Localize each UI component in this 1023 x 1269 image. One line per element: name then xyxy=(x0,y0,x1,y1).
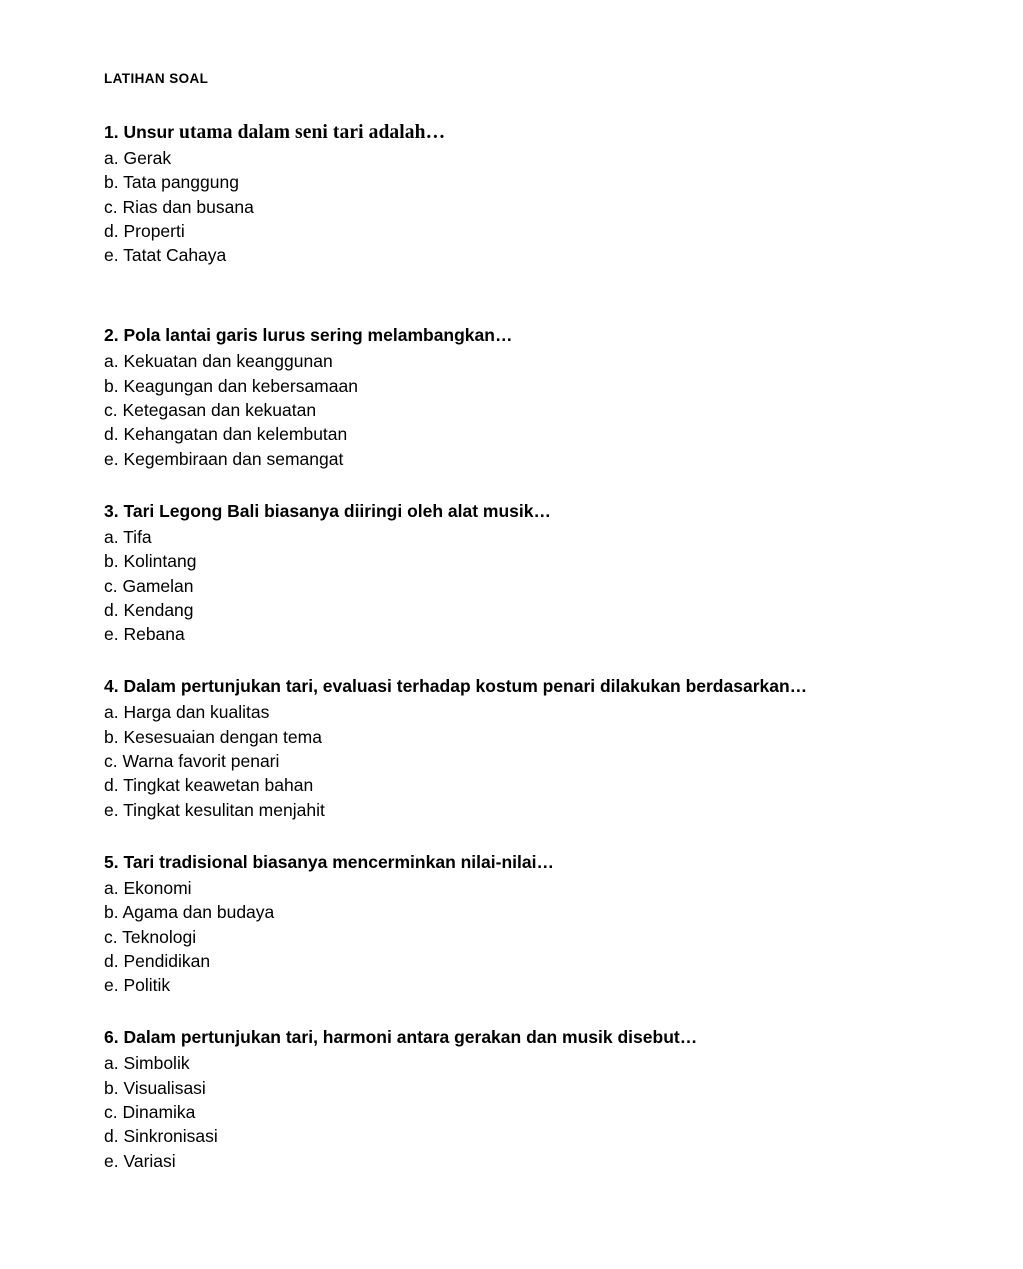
option-list-3 xyxy=(104,525,963,646)
option-list-6 xyxy=(104,1051,963,1172)
option-3-b[interactable]: b. Kolintang xyxy=(104,551,197,572)
option-2-c[interactable]: c. Ketegasan dan kekuatan xyxy=(104,400,317,421)
question-title-1-lead: 1. Unsur xyxy=(104,122,175,142)
option-3-a[interactable]: a. Tifa xyxy=(104,526,152,547)
question-title-2: 2. Pola lantai garis lurus sering melambangkan… xyxy=(104,325,513,346)
question-block-3 xyxy=(104,499,963,646)
option-1-e[interactable]: e. Tatat Cahaya xyxy=(104,245,227,266)
option-list-4 xyxy=(104,700,963,821)
option-6-c[interactable]: c. Dinamika xyxy=(104,1102,196,1123)
option-4-a[interactable]: a. Harga dan kualitas xyxy=(104,702,270,723)
option-4-d[interactable]: d. Tingkat keawetan bahan xyxy=(104,775,314,796)
option-6-d[interactable]: d. Sinkronisasi xyxy=(104,1126,218,1147)
option-5-a[interactable]: a. Ekonomi xyxy=(104,877,192,898)
option-list-2 xyxy=(104,349,963,470)
question-block-5 xyxy=(104,850,963,997)
option-list-5 xyxy=(104,876,963,997)
option-5-b[interactable]: b. Agama dan budaya xyxy=(104,902,275,923)
option-1-c[interactable]: c. Rias dan busana xyxy=(104,196,254,217)
question-list xyxy=(104,120,963,1173)
option-4-b[interactable]: b. Kesesuaian dengan tema xyxy=(104,726,322,747)
question-title-4: 4. Dalam pertunjukan tari, evaluasi terhadap kostum penari dilakukan berdasarkan… xyxy=(104,676,808,697)
option-1-b[interactable]: b. Tata panggung xyxy=(104,172,239,193)
option-6-e[interactable]: e. Variasi xyxy=(104,1150,176,1171)
question-title-5: 5. Tari tradisional biasanya mencerminkan nilai-nilai… xyxy=(104,851,554,872)
option-2-b[interactable]: b. Keagungan dan kebersamaan xyxy=(104,375,358,396)
question-block-1 xyxy=(104,120,963,267)
option-2-d[interactable]: d. Kehangatan dan kelembutan xyxy=(104,424,348,445)
option-2-e[interactable]: e. Kegembiraan dan semangat xyxy=(104,448,344,469)
question-block-2 xyxy=(104,323,963,470)
option-5-c[interactable]: c. Teknologi xyxy=(104,926,197,947)
option-3-d[interactable]: d. Kendang xyxy=(104,599,194,620)
option-4-c[interactable]: c. Warna favorit penari xyxy=(104,751,280,772)
option-3-c[interactable]: c. Gamelan xyxy=(104,575,194,596)
option-4-e[interactable]: e. Tingkat kesulitan menjahit xyxy=(104,799,325,820)
question-title-1-rest: utama dalam seni tari adalah… xyxy=(174,122,446,143)
option-5-d[interactable]: d. Pendidikan xyxy=(104,950,211,971)
option-3-e[interactable]: e. Rebana xyxy=(104,624,185,645)
option-2-a[interactable]: a. Kekuatan dan keanggunan xyxy=(104,351,333,372)
option-list-1 xyxy=(104,146,963,267)
question-title-3: 3. Tari Legong Bali biasanya diiringi oleh alat musik… xyxy=(104,500,552,521)
question-block-4 xyxy=(104,674,963,821)
question-title-1 xyxy=(104,120,963,145)
option-1-d[interactable]: d. Properti xyxy=(104,220,185,241)
question-title-6: 6. Dalam pertunjukan tari, harmoni antara gerakan dan musik disebut… xyxy=(104,1027,698,1048)
option-5-e[interactable]: e. Politik xyxy=(104,975,171,996)
option-6-a[interactable]: a. Simbolik xyxy=(104,1053,190,1074)
document-heading: LATIHAN SOAL xyxy=(104,71,209,86)
option-1-a[interactable]: a. Gerak xyxy=(104,148,172,168)
question-block-6 xyxy=(104,1025,963,1172)
option-6-b[interactable]: b. Visualisasi xyxy=(104,1077,206,1098)
